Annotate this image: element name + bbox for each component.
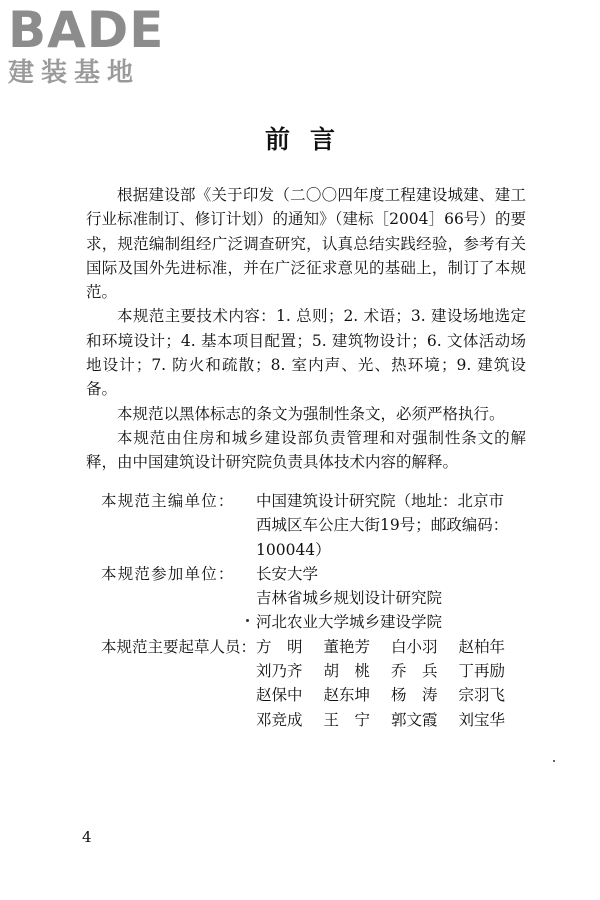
drafter-name: 丁再励 <box>458 662 506 681</box>
chief-unit-line: 100044） <box>256 540 331 559</box>
logo-wordmark: BADE <box>8 1 165 59</box>
organizations-section <box>86 489 526 732</box>
logo-subtitle: 建装基地 <box>8 58 141 88</box>
chief-unit-line: 西城区车公庄大街19号；邮政编码： <box>256 516 509 535</box>
drafters-label: 本规范主要起草人员： <box>101 637 257 656</box>
paragraph-contents: 本规范主要技术内容：1. 总则；2. 术语；3. 建设场地选定和环境设计；4. 基本项目配置；5. 建筑物设计；6. 文体活动场地设计；7. 防火和疏散；8. 室内声、光、热环境；9. 建筑设备。 <box>86 307 526 399</box>
drafters-list <box>256 635 526 732</box>
participating-unit: 吉林省城乡规划设计研究院 <box>256 589 443 608</box>
drafter-name: 刘乃齐 <box>256 662 303 681</box>
participating-unit: 河北农业大学城乡建设学院 <box>256 613 443 632</box>
chief-unit-value <box>256 489 526 562</box>
scan-speck <box>553 760 555 762</box>
publisher-logo <box>8 1 178 88</box>
participating-unit: 长安大学 <box>256 564 319 583</box>
chief-unit-row <box>86 489 526 562</box>
participating-units-list <box>256 562 526 635</box>
paragraph-mandatory: 本规范以黑体标志的条文为强制性条文，必须严格执行。 <box>117 404 505 423</box>
paragraph-management: 本规范由住房和城乡建设部负责管理和对强制性条文的解释，由中国建筑设计研究院负责具体技术内容的解释。 <box>86 428 526 472</box>
page-number: 4 <box>82 828 92 846</box>
drafter-name: 赵东坤 <box>323 686 371 705</box>
drafter-name: 胡 桃 <box>323 662 371 681</box>
drafter-name: 邓竞成 <box>256 710 303 729</box>
participating-units-row <box>86 562 526 635</box>
drafter-name: 刘宝华 <box>458 710 506 729</box>
drafter-name: 方 明 <box>256 637 303 656</box>
drafter-name: 王 宁 <box>323 710 371 729</box>
drafter-name: 乔 兵 <box>391 662 438 681</box>
scan-speck <box>246 619 249 622</box>
chief-unit-label: 本规范主编单位： <box>101 492 235 510</box>
drafter-name: 宗羽飞 <box>458 686 506 705</box>
paragraph-background: 根据建设部《关于印发（二〇〇四年度工程建设城建、建工行业标准制订、修订计划）的通知》（建标［2004］66号）的要求，规范编制组经广泛调查研究，认真总结实践经验，参考有关国际及国外先进标准，并在广泛征求意见的基础上，制订了本规范。 <box>86 186 526 302</box>
preface-body <box>86 183 526 475</box>
drafter-name: 杨 涛 <box>391 686 438 705</box>
drafter-name: 赵柏年 <box>458 637 506 656</box>
participating-units-label: 本规范参加单位： <box>101 564 235 583</box>
chief-unit-line: 中国建筑设计研究院（地址：北京市 <box>256 492 505 510</box>
drafter-name: 白小羽 <box>391 637 438 656</box>
drafter-name: 赵保中 <box>256 686 303 705</box>
drafter-name: 郭文霞 <box>391 710 438 729</box>
drafters-row <box>86 635 526 732</box>
page-title: 前言 <box>264 125 355 154</box>
drafter-name: 董艳芳 <box>323 637 371 656</box>
